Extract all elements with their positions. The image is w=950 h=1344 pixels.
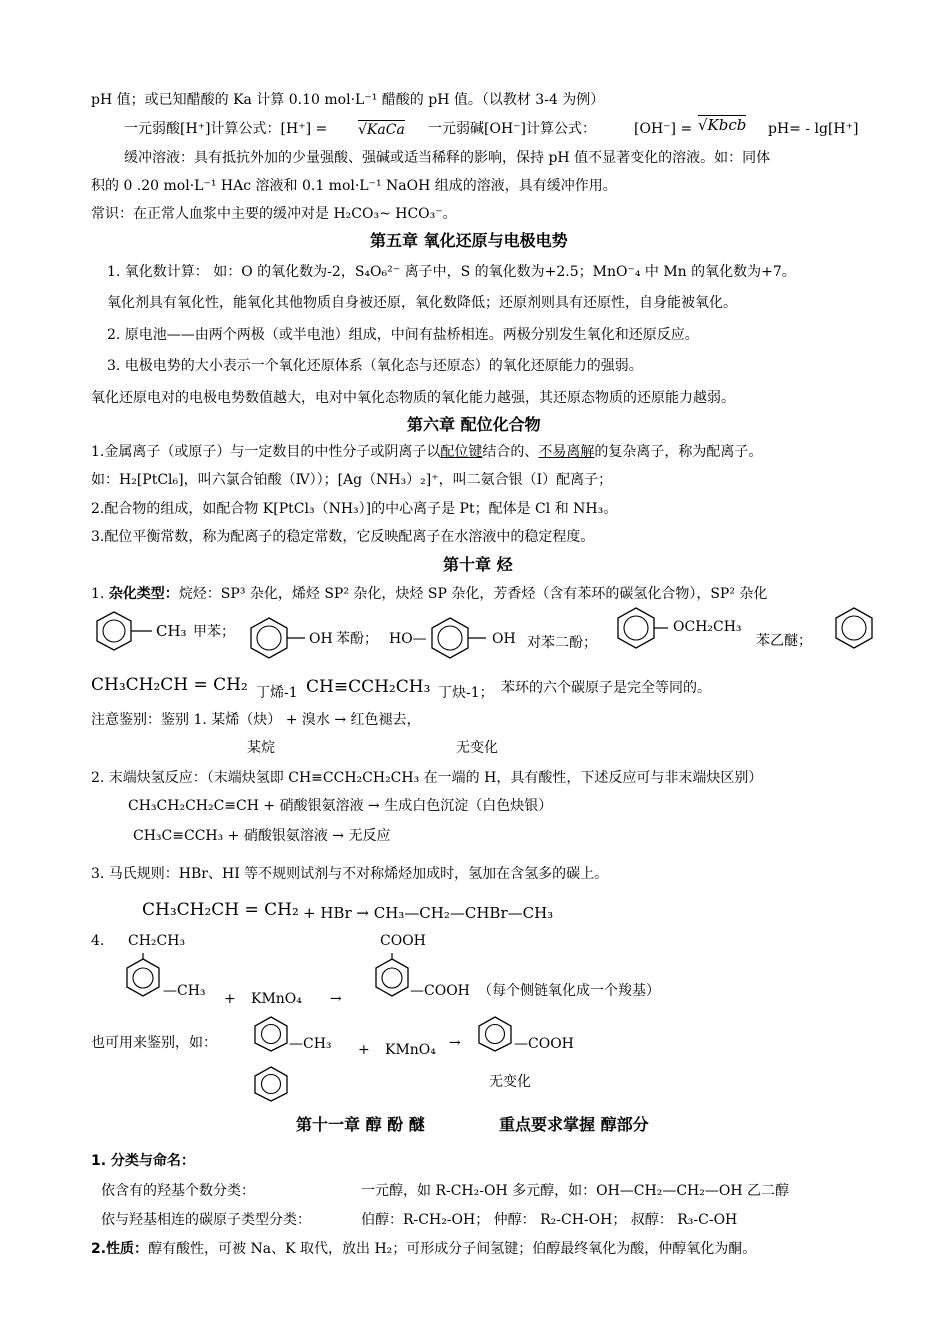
ch10-p3: 3. 马氏规则：HBr、HI 等不规则试剂与不对称烯烃加成时，氢加在含氢多的碳上。 xyxy=(91,866,609,882)
phthalic-ring-icon xyxy=(374,953,410,999)
oh-label: [OH⁻] = xyxy=(634,121,693,137)
ch11-classify-1: 依含有的羟基个数分类： xyxy=(101,1183,255,1199)
ch11-classify-2: 依与羟基相连的碳原子类型分类： xyxy=(101,1212,311,1228)
toluene-ch3: CH₃ xyxy=(156,622,187,640)
identify-nochange: 无变化 xyxy=(456,740,498,756)
buffer-line-2: 积的 0 .20 mol·L⁻¹ HAc 溶液和 0.1 mol·L⁻¹ NaOH 组成的溶液，具有缓冲作用。 xyxy=(91,178,617,194)
chapter6-title: 第六章 配位化合物 xyxy=(407,415,541,434)
ch5-p5: 氧化还原电对的电极电势数值越大，电对中氧化态物质的氧化能力越强，其还原态物质的还原能力越弱。 xyxy=(91,390,735,406)
plus-2: + xyxy=(358,1042,370,1058)
ch11-p1: 1. 分类与命名： xyxy=(91,1153,195,1169)
phenol-name: 苯酚； xyxy=(336,631,378,647)
identify-alkane: 某烷 xyxy=(247,740,275,756)
ch5-p1: 1. 氧化数计算： 如：O 的氧化数为-2，S₄O₆²⁻ 离子中，S 的氧化数为+2.5；MnO⁻₄ 中 Mn 的氧化数为+7。 xyxy=(107,264,796,280)
phenol-oh: OH xyxy=(309,631,333,647)
phenol-ring-icon xyxy=(247,616,291,660)
ch6-p4: 3.配位平衡常数，称为配离子的稳定常数，它反映配离子在水溶液中的稳定程度。 xyxy=(91,529,595,545)
ch10-hybrid-label: 杂化类型： xyxy=(108,586,179,602)
ch6-p1-c: 结合的、 xyxy=(482,444,539,460)
ch6-p1-e: 的复杂离子，称为配离子。 xyxy=(594,444,763,460)
cooh-side: —COOH xyxy=(410,983,470,999)
kb-cb-radical: √Kbcb xyxy=(698,116,747,134)
chapter10-title: 第十章 烃 xyxy=(443,555,513,574)
markov-reactant: CH₃CH₂CH = CH₂ xyxy=(142,900,299,920)
identify-line-1: 注意鉴别：鉴别 1. 某烯（炔） + 溴水 → 红色褪去， xyxy=(91,712,421,728)
ch5-p4: 3. 电极电势的大小表示一个氧化还原体系（氧化态与还原态）的氧化还原能力的强弱。 xyxy=(107,358,643,374)
benzene-nochange: 无变化 xyxy=(489,1074,531,1090)
common-knowledge: 常识：在正常人血浆中主要的缓冲对是 H₂CO₃~ HCO₃⁻。 xyxy=(91,206,457,222)
ethyl-group: CH₂CH₃ xyxy=(128,933,186,949)
cooh-b: —COOH xyxy=(514,1036,574,1052)
reaction-2: CH₃C≡CCH₃ + 硝酸银氨溶液 → 无反应 xyxy=(133,828,391,844)
ph-formula: pH= - lg[H⁺] xyxy=(768,121,859,137)
ch6-p1-a: 1.金属离子（或原子）与一定数目的中性分子或阴离子以 xyxy=(91,444,441,460)
ch10-p2: 2. 末端炔氢反应：（末端炔氢即 CH≡CCH₂CH₂CH₃ 在一端的 H，具有酸性，下述反应可与非末端炔区别） xyxy=(91,770,763,786)
alkylbenzene-ring-icon xyxy=(125,953,161,999)
butene-formula: CH₃CH₂CH = CH₂ xyxy=(91,675,248,695)
reaction-1: CH₃CH₂CH₂C≡CH + 硝酸银氨溶液 → 生成白色沉淀（白色炔银） xyxy=(128,798,553,814)
arrow-2: → xyxy=(449,1035,461,1051)
phenetole-ring-icon xyxy=(614,606,658,650)
toluene-ring-icon xyxy=(94,610,134,652)
toluene-name: 甲苯； xyxy=(193,624,235,640)
ch11-property-label: 2.性质： xyxy=(91,1241,149,1257)
chapter5-title: 第五章 氧化还原与电极电势 xyxy=(370,231,568,250)
methyl-group-a: —CH₃ xyxy=(163,983,206,999)
intro-line-1: pH 值；或已知醋酸的 Ka 计算 0.10 mol·L⁻¹ 醋酸的 pH 值。（以教材 3-4 为例） xyxy=(91,92,605,108)
butene-name: 丁烯-1 xyxy=(256,685,298,701)
benzoic-ring-icon xyxy=(477,1016,513,1052)
markov-equation: + HBr → CH₃—CH₂—CHBr—CH₃ xyxy=(303,904,554,922)
butyne-formula: CH≡CCH₂CH₃ xyxy=(306,677,431,697)
benzene-ring-b-icon xyxy=(253,1066,289,1102)
ch6-p1 xyxy=(91,443,762,461)
ch10-p4: 4. xyxy=(91,933,105,949)
benzene-ring-icon xyxy=(832,606,876,650)
kmno4-2: KMnO₄ xyxy=(385,1042,436,1058)
ch6-hard-dissociate: 不易离解 xyxy=(538,444,595,460)
ch5-p2: 氧化剂具有氧化性，能氧化其他物质自身被还原，氧化数降低；还原剂则具有还原性，自身能被氧化。 xyxy=(107,295,737,311)
phenetole-group: OCH₂CH₃ xyxy=(673,619,742,635)
ch11-classify-2-detail: 伯醇：R-CH₂-OH； 仲醇： R₂-CH-OH； 叔醇： R₃-C-OH xyxy=(361,1212,738,1228)
phenetole-name: 苯乙醚； xyxy=(756,633,812,649)
methyl-group-b: —CH₃ xyxy=(289,1036,332,1052)
weak-acid-formula: 一元弱酸[H⁺]计算公式：[H⁺] = xyxy=(124,121,328,137)
ch11-p4 xyxy=(91,1240,756,1258)
identify-intro: 也可用来鉴别，如： xyxy=(91,1035,217,1051)
hydroquinone-name: 对苯二酚； xyxy=(527,635,597,651)
toluene-ring-b-icon xyxy=(253,1016,289,1052)
ch6-p3: 2.配合物的组成，如配合物 K[PtCl₃（NH₃）]的中心离子是 Pt；配体是 Cl 和 NH₃。 xyxy=(91,501,618,517)
plus-1: + xyxy=(224,991,236,1007)
oxidation-note: （每个侧链氧化成一个羧基） xyxy=(478,983,660,999)
benzene-note: 苯环的六个碳原子是完全等同的。 xyxy=(501,680,711,696)
hydroquinone-ring-icon xyxy=(428,616,472,660)
buffer-line-1: 缓冲溶液：具有抵抗外加的少量强酸、强碱或适当稀释的影响，保持 pH 值不显著变化的溶液。如：同体 xyxy=(124,150,771,166)
kmno4-1: KMnO₄ xyxy=(251,991,302,1007)
ch10-p1 xyxy=(91,585,767,603)
ch11-classify-1-detail: 一元醇，如 R-CH₂-OH 多元醇，如：OH—CH₂—CH₂—OH 乙二醇 xyxy=(361,1183,790,1199)
cooh-top: COOH xyxy=(380,933,426,949)
weak-base-formula: 一元弱碱[OH⁻]计算公式： xyxy=(428,121,596,137)
ch11-property-text: 醇有酸性，可被 Na、K 取代，放出 H₂；可形成分子间氢键；伯醇最终氧化为酸，仲醇氧化为酮。 xyxy=(148,1241,757,1257)
hydroquinone-ho: HO— xyxy=(389,631,427,647)
ch6-coordinate-bond: 配位键 xyxy=(440,444,483,460)
ch5-p3: 2. 原电池——由两个两极（或半电池）组成，中间有盐桥相连。两极分别发生氧化和还原反应。 xyxy=(107,327,699,343)
chapter11-focus: 重点要求掌握 醇部分 xyxy=(499,1115,649,1134)
ch10-p1-text: 烷烃：SP³ 杂化，烯烃 SP² 杂化，炔烃 SP 杂化，芳香烃（含有苯环的碳氢化合物），SP² 杂化 xyxy=(178,586,768,602)
ch10-p1-num: 1. xyxy=(91,586,109,602)
arrow-1: → xyxy=(330,991,342,1007)
chapter11-title: 第十一章 醇 酚 醚 xyxy=(296,1115,425,1134)
ka-ca-radical: √KaCa xyxy=(358,122,405,138)
ch6-p2: 如：H₂[PtCl₆]，叫六氯合铂酸（Ⅳ））；[Ag（NH₃）₂]⁺，叫二氨合银（Ⅰ）配离子； xyxy=(91,472,613,488)
butyne-name: 丁炔-1； xyxy=(438,685,494,701)
hydroquinone-oh: OH xyxy=(492,631,516,647)
